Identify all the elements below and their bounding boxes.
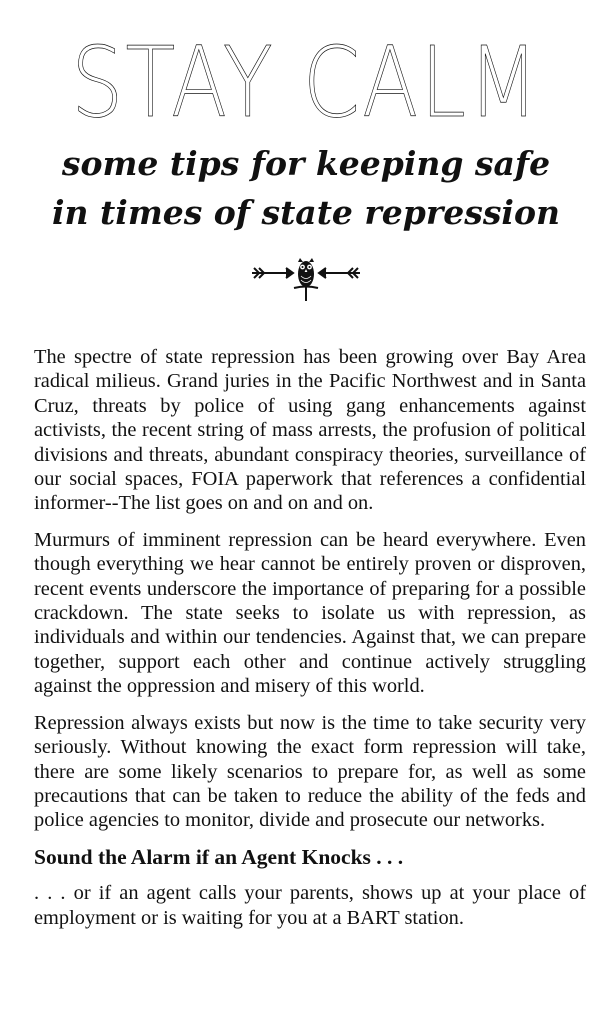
- arrows-owl-ornament-icon: [250, 254, 362, 304]
- paragraph-3: Repression always exists but now is the time to take security very seriously. Without knowing the exact form repression will take, there are some likely scenarios to prepare for, as well as some precautions that can be taken to reduce the ability of the feds and police agencies to monitor, divide and prosecute our networks.: [34, 711, 586, 832]
- section-paragraph: . . . or if an agent calls your parents, shows up at your place of employment or is waiting for you at a BART station.: [34, 882, 586, 929]
- article-body: [34, 345, 586, 942]
- subtitle-line-1: some tips for keeping safe: [61, 144, 551, 183]
- owl-icon: [294, 258, 318, 301]
- right-arrow-icon: [252, 268, 293, 278]
- subtitle-line-2: in times of state repression: [52, 193, 560, 232]
- paragraph-2: Murmurs of imminent repression can be heard everywhere. Even though everything we hear cannot be entirely proven or disproven, recent events underscore the importance of preparing for a possible crackdown. The state seeks to isolate us with repression, as individuals and within our tendencies. Against that, we can prepare together, support each other and continue actively struggling against the oppression and misery of this world.: [34, 528, 586, 698]
- left-arrow-icon: [319, 268, 360, 278]
- section-heading: Sound the Alarm if an Agent Knocks . . .: [34, 844, 404, 869]
- page-title: STAY CALM: [71, 27, 541, 140]
- paragraph-1: The spectre of state repression has been growing over Bay Area radical milieus. Grand juries in the Pacific Northwest and in Santa Cruz, threats by police of using gang enhancements against activists, the recent string of mass arrests, the profusion of political divisions and threats, abundant conspiracy theories, surveillance of our social spaces, FOIA paperwork that references a confidential informer--The list goes on and on and on.: [34, 346, 586, 515]
